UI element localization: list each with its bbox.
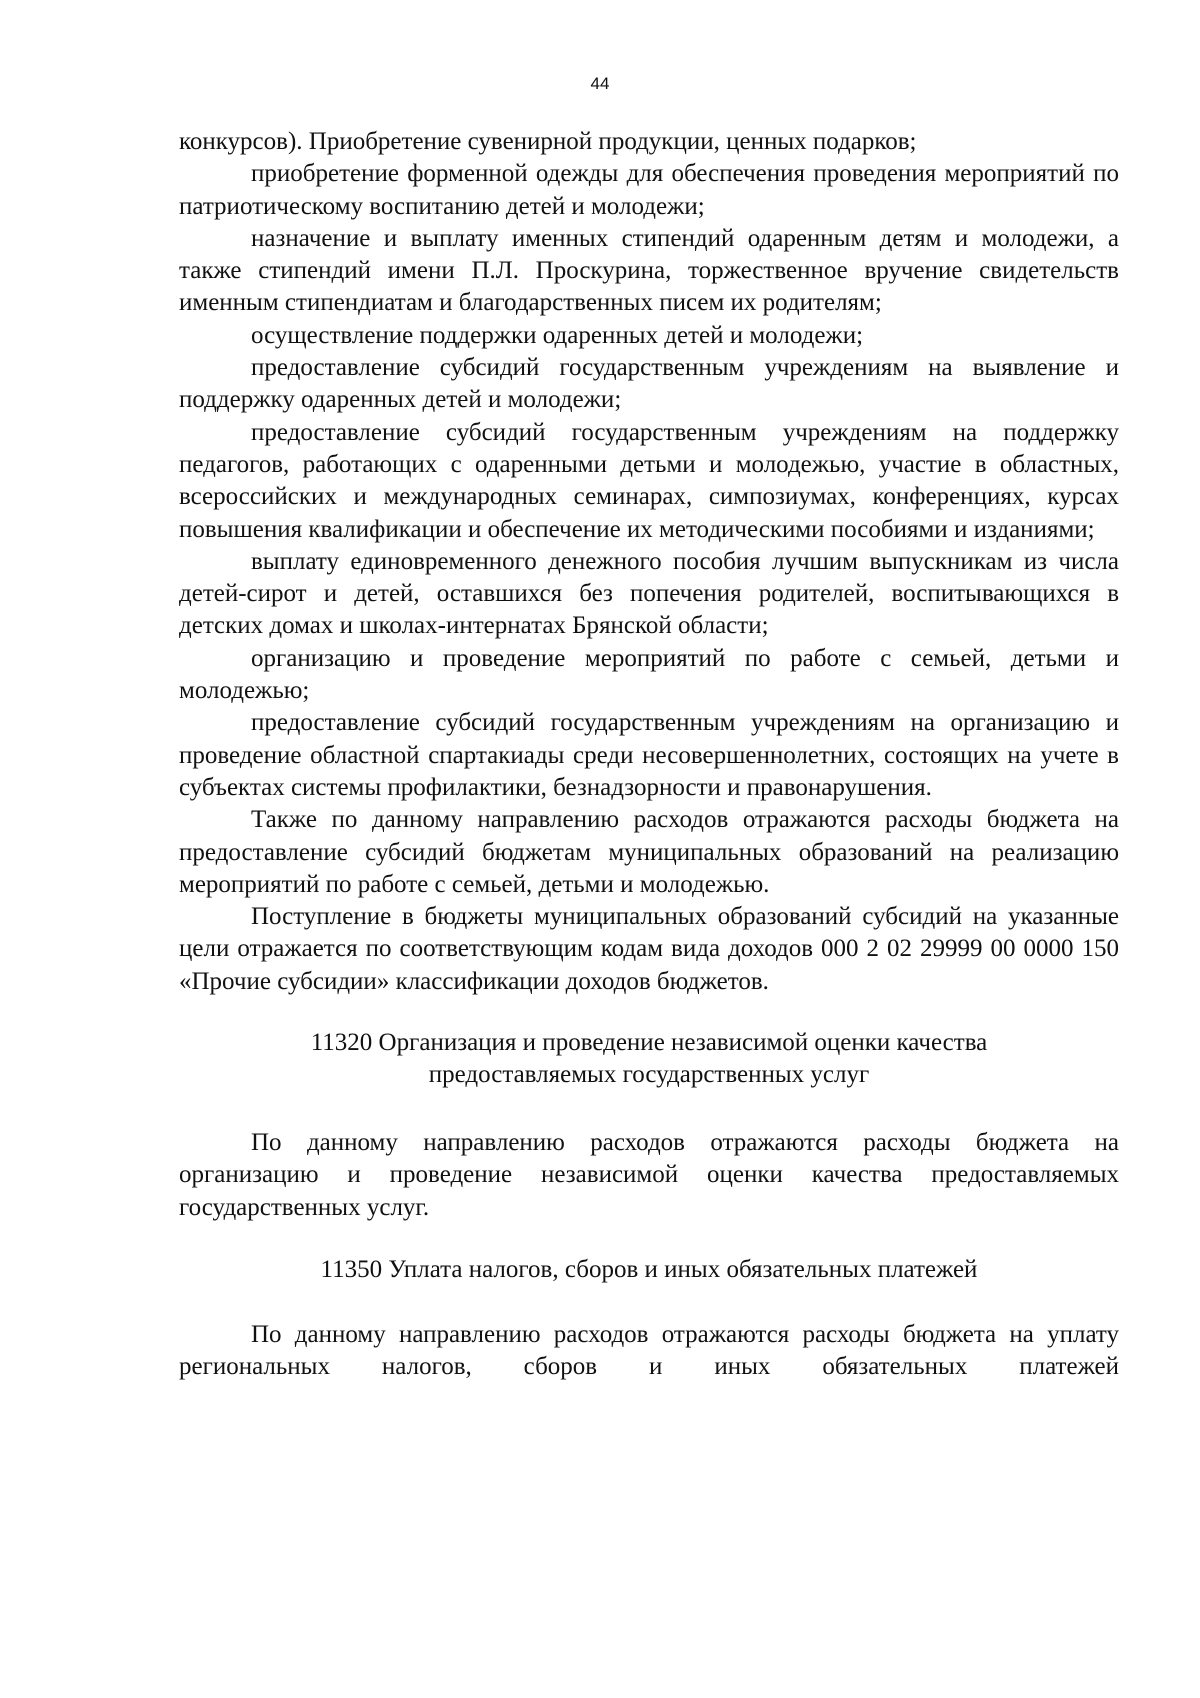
body-paragraph: предоставление субсидий государственным учреждениям на организацию и проведение областной спартакиады среди несовершеннолетних, состоящих на учете в субъектах системы профилактики, безнадзорности и правонарушения. [179, 709, 1119, 801]
body-paragraph: осуществление поддержки одаренных детей и молодежи; [251, 321, 864, 349]
page-number: 44 [590, 74, 610, 93]
body-paragraph: предоставление субсидий государственным учреждениям на выявление и поддержку одаренных детей и молодежи; [179, 354, 1119, 414]
section-paragraph: По данному направлению расходов отражаются расходы бюджета на уплату региональных налогов, сборов и иных обязательных платежей [179, 1320, 1119, 1381]
paragraph-list [179, 126, 1119, 998]
section-11320 [179, 1027, 1119, 1224]
document-body [179, 126, 1119, 1384]
body-paragraph: Также по данному направлению расходов отражаются расходы бюджета на предоставление субсидий бюджетам муниципальных образований на реализацию мероприятий по работе с семьей, детьми и молодежью. [179, 806, 1119, 898]
section-heading-line: 11320 Организация и проведение независимой оценки качества [310, 1029, 988, 1057]
section-heading: 11350 Уплата налогов, сборов и иных обязательных платежей [320, 1255, 978, 1283]
body-paragraph: выплату единовременного денежного пособия лучшим выпускникам из числа детей-сирот и детей, оставшихся без попечения родителей, воспитывающихся в детских домах и школах-интернатах Брянской области; [179, 547, 1119, 640]
section-11350 [179, 1254, 1119, 1384]
section-paragraph: По данному направлению расходов отражаются расходы бюджета на организацию и проведение независимой оценки качества предоставляемых государственных услуг. [179, 1129, 1119, 1221]
body-paragraph: Поступление в бюджеты муниципальных образований субсидий на указанные цели отражается по соответствующим кодам вида доходов 000 2 02 29999 00 0000 150 «Прочие субсидии» классификации доходов бюджетов. [179, 903, 1119, 995]
body-paragraph: назначение и выплату именных стипендий одаренным детям и молодежи, а также стипендий имени П.Л. Проскурина, торжественное вручение свидетельств именным стипендиатам и благодарственных писем их родителям; [179, 224, 1119, 317]
body-paragraph: конкурсов). Приобретение сувенирной продукции, ценных подарков; [179, 128, 917, 155]
body-paragraph: предоставление субсидий государственным учреждениям на поддержку педагогов, работающих с одаренными детьми и молодежью, участие в областных, всероссийских и международных семинарах, симпозиумах, конференциях, курсах повышения квалификации и обеспечение их методическими пособиями и изданиями; [179, 418, 1119, 543]
body-paragraph: организацию и проведение мероприятий по работе с семьей, детьми и молодежью; [179, 644, 1119, 705]
section-heading-line: предоставляемых государственных услуг [428, 1061, 870, 1089]
body-paragraph: приобретение форменной одежды для обеспечения проведения мероприятий по патриотическому воспитанию детей и молодежи; [179, 160, 1119, 220]
